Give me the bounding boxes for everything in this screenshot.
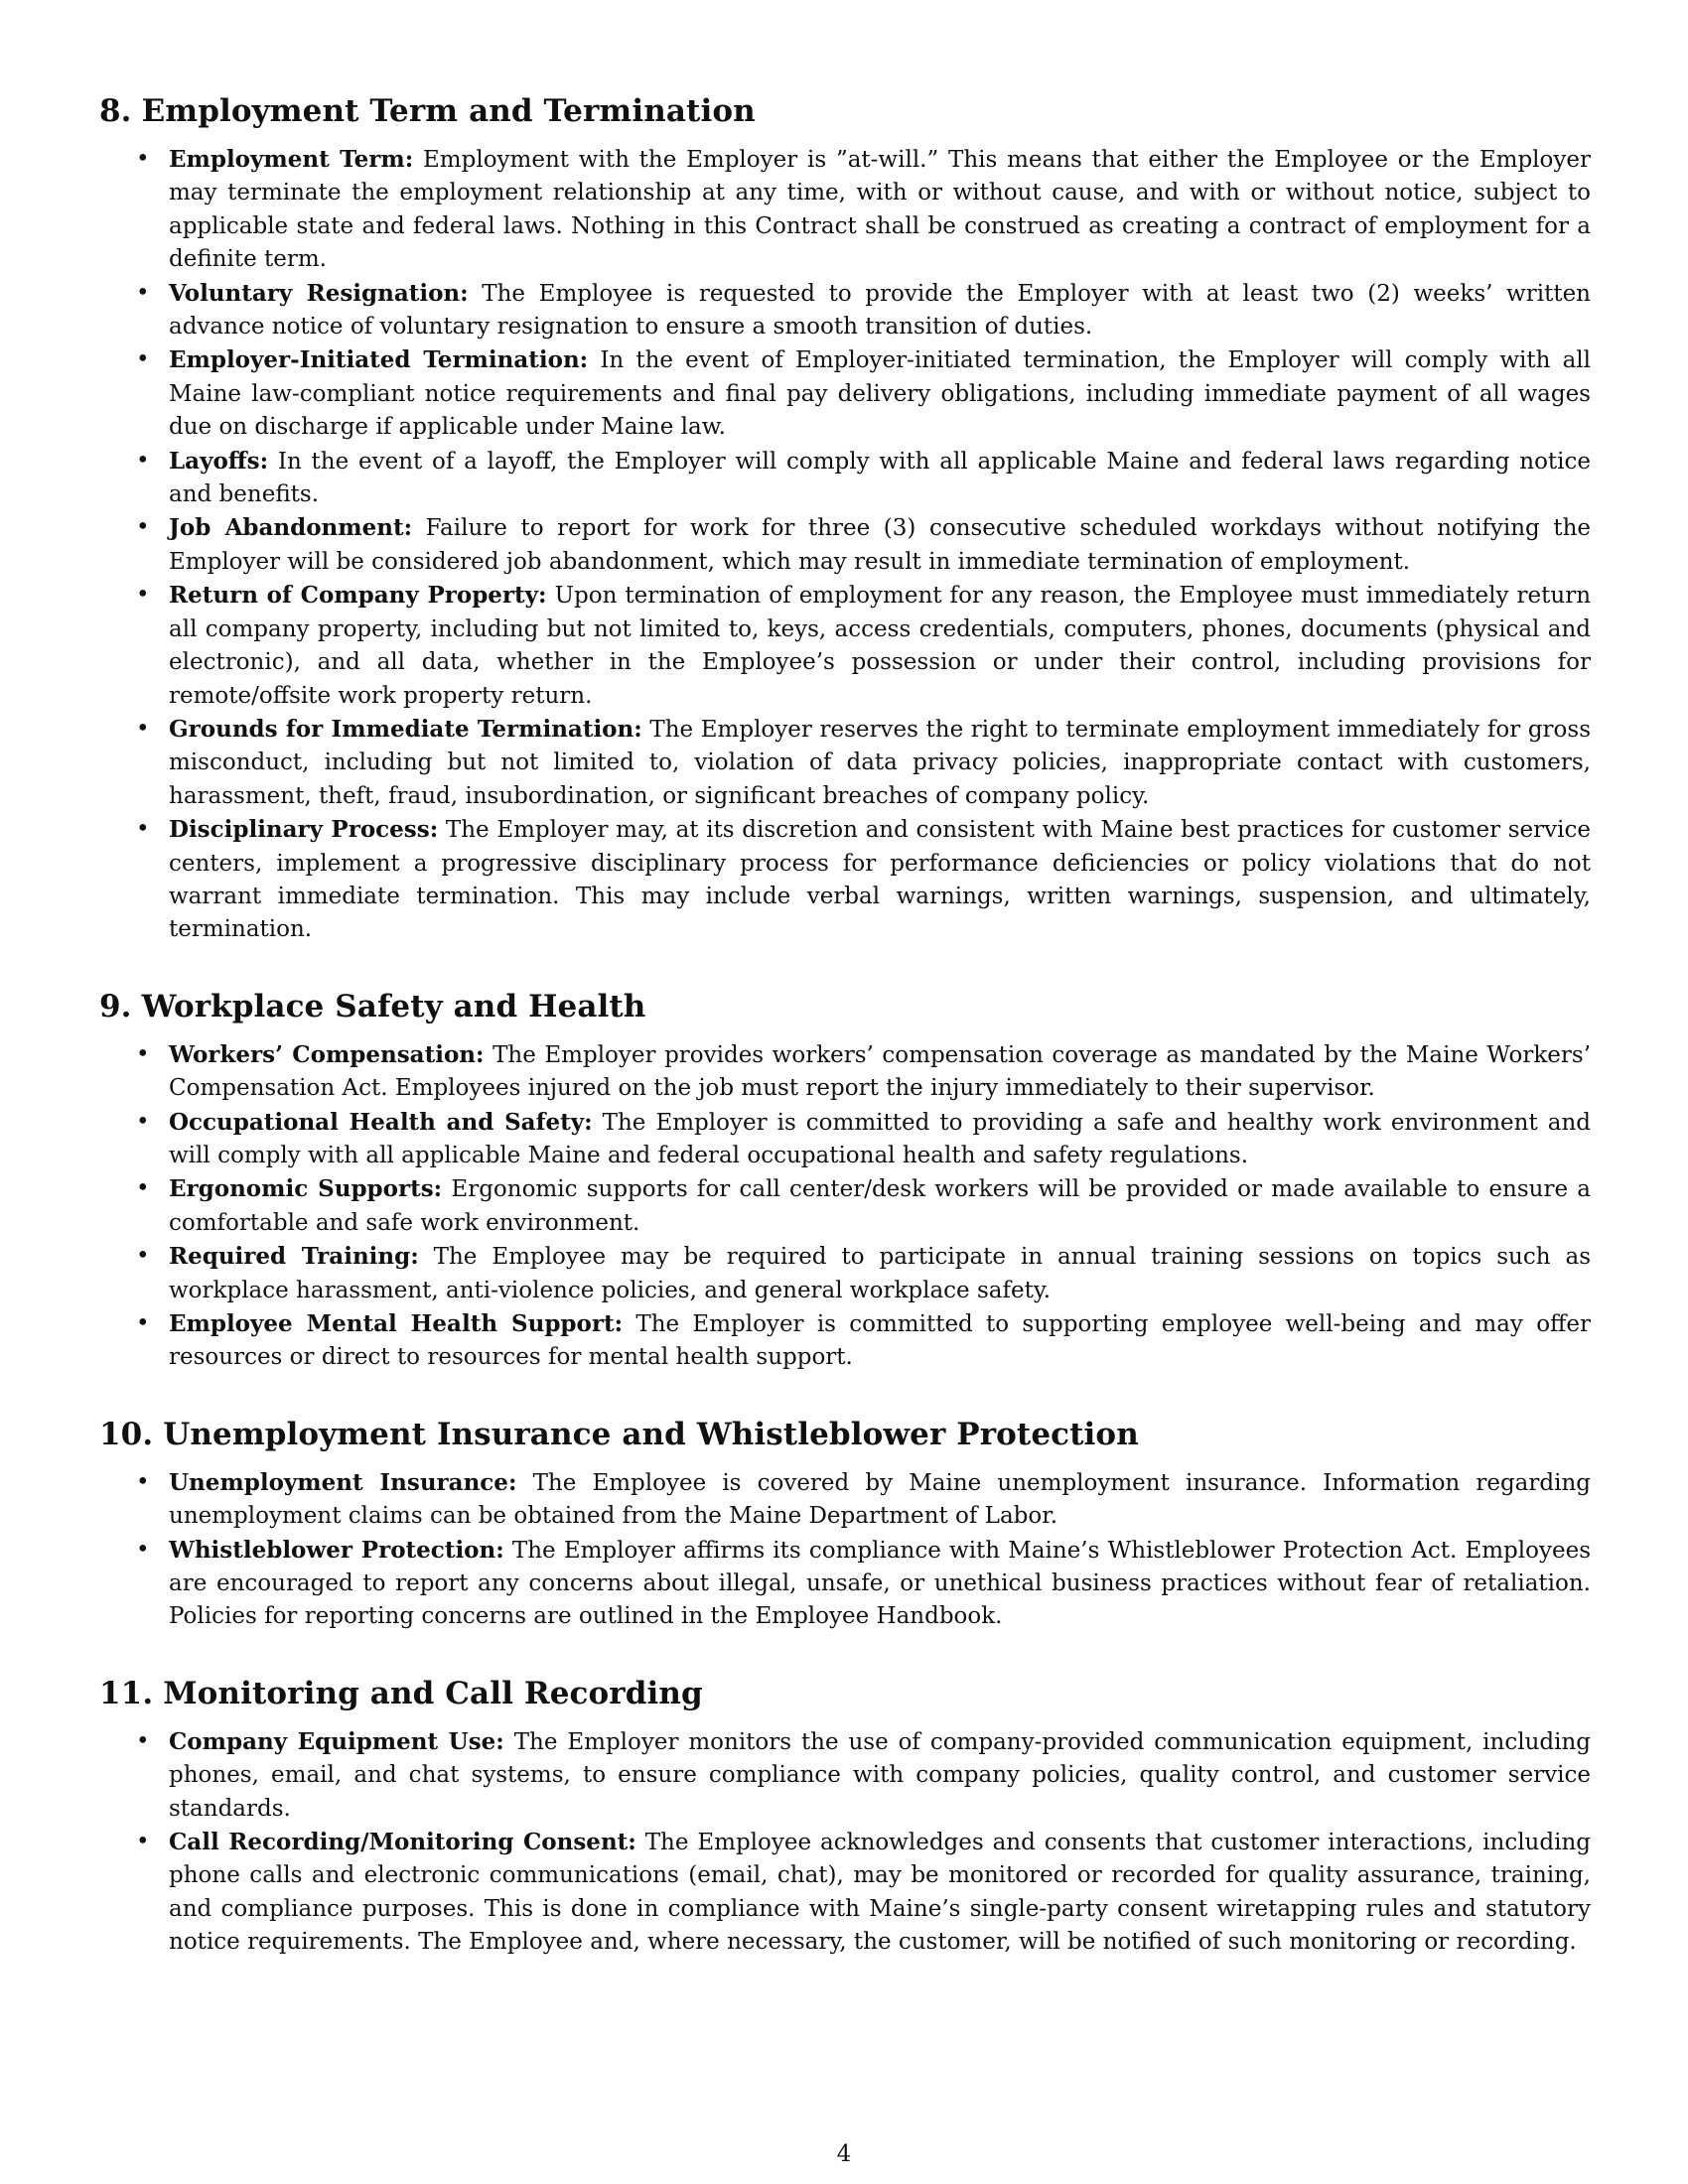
item-text: In the event of Employer-initiated termination, the Employer will comply with all Maine law-compliant notice requirements and final pay delivery obligations, including immediate payment of all wages due on discharge if applicable under Maine law. <box>169 347 1592 441</box>
item-term: Workers’ Compensation: <box>169 1040 485 1068</box>
section-heading <box>99 91 1591 131</box>
bullet-icon: • <box>136 582 150 609</box>
item-term: Layoffs: <box>169 447 269 475</box>
list-item <box>99 343 1591 444</box>
list-item <box>99 1240 1591 1307</box>
bullet-icon: • <box>136 816 150 843</box>
item-text: The Employer affirms its compliance with Maine’s Whistleblower Protection Act. Employees are encouraged to report any concerns about illegal, unsafe, or unethical business practices without fear of retaliation. Policies for reporting concerns are outlined in the Employee Handbook. <box>169 1537 1592 1630</box>
item-term: Return of Company Property: <box>169 582 547 610</box>
item-term: Voluntary Resignation: <box>169 279 469 307</box>
item-text: The Employee is covered by Maine unemployment insurance. Information regarding unemployment claims can be obtained from the Maine Department of Labor. <box>169 1469 1591 1530</box>
bullet-icon: • <box>136 279 150 306</box>
section-number: 10. <box>99 1416 154 1452</box>
list-item <box>99 1172 1591 1240</box>
item-term: Disciplinary Process: <box>169 816 439 844</box>
section-heading <box>99 1415 1591 1454</box>
section-title: Workplace Safety and Health <box>141 988 646 1024</box>
item-term: Required Training: <box>169 1243 419 1271</box>
item-text: The Employee acknowledges and consents that customer interactions, including phone calls and electronic communications (email, chat), may be monitored or recorded for quality assurance, training, and compliance purposes. This is done in compliance with Maine’s single-party consent wiretapping rules and statutory notice requirements. The Employee and, where necessary, the customer, will be notified of such monitoring or recording. <box>169 1830 1591 1956</box>
item-text: Employment with the Employer is ”at-will.” This means that either the Employee or the Employer may terminate the employment relationship at any time, with or without cause, and with or without notice, subject to applicable state and federal laws. Nothing in this Contract shall be construed as creating a contract of employment for a definite term. <box>169 147 1591 273</box>
bullet-list <box>99 143 1591 947</box>
item-text: The Employer is committed to providing a safe and healthy work environment and will comply with all applicable Maine and federal occupational health and safety regulations. <box>169 1109 1592 1168</box>
list-item <box>99 1826 1591 1960</box>
bullet-list <box>99 1038 1591 1375</box>
item-text: The Employer monitors the use of company-provided communication equipment, including phones, email, and chat systems, to ensure compliance with company policies, quality control, and customer service standards. <box>169 1728 1592 1822</box>
section-10 <box>99 1415 1591 1634</box>
bullet-icon: • <box>136 1536 150 1563</box>
list-item <box>99 713 1591 813</box>
item-text: The Employer is committed to supporting employee well-being and may offer resources or direct to resources for mental health support. <box>169 1311 1591 1371</box>
document-page <box>99 91 1591 1999</box>
list-item <box>99 1106 1591 1173</box>
bullet-list <box>99 1466 1591 1634</box>
bullet-icon: • <box>136 514 150 541</box>
item-text: In the event of a layoff, the Employer will comply with all applicable Maine and federal laws regarding notice and benefits. <box>169 448 1592 508</box>
item-term: Unemployment Insurance: <box>169 1468 517 1496</box>
section-8 <box>99 91 1591 947</box>
list-item <box>99 277 1591 344</box>
item-text: The Employee may be required to participate in annual training sessions on topics such as workplace harassment, anti-violence policies, and general workplace safety. <box>169 1244 1592 1303</box>
bullet-icon: • <box>136 346 150 373</box>
item-text: Upon termination of employment for any reason, the Employee must immediately return all company property, including but not limited to, keys, access credentials, computers, phones, documents (physical and electronic), and all data, whether in the Employee’s possession or under their control, including provisions for remote/offsite work property return. <box>169 583 1592 709</box>
bullet-icon: • <box>136 447 150 474</box>
list-item <box>99 1534 1591 1634</box>
item-text: Ergonomic supports for call center/desk workers will be provided or made available to ensure a comfortable and safe work environment. <box>169 1176 1592 1236</box>
bullet-icon: • <box>136 715 150 742</box>
section-title: Unemployment Insurance and Whistleblower Protection <box>163 1416 1139 1452</box>
bullet-icon: • <box>136 1468 150 1495</box>
item-term: Call Recording/Monitoring Consent: <box>169 1829 636 1856</box>
list-item <box>99 813 1591 947</box>
bullet-icon: • <box>136 1727 150 1754</box>
section-number: 9. <box>99 988 132 1024</box>
item-term: Job Abandonment: <box>169 514 413 542</box>
section-number: 8. <box>99 93 132 129</box>
bullet-icon: • <box>136 146 150 172</box>
bullet-icon: • <box>136 1243 150 1270</box>
section-title: Employment Term and Termination <box>141 93 756 129</box>
list-item <box>99 1466 1591 1534</box>
bullet-icon: • <box>136 1175 150 1202</box>
section-heading <box>99 987 1591 1026</box>
item-term: Occupational Health and Safety: <box>169 1108 593 1136</box>
item-term: Grounds for Immediate Termination: <box>169 715 642 743</box>
section-11 <box>99 1674 1591 1960</box>
list-item <box>99 511 1591 579</box>
item-text: The Employer provides workers’ compensation coverage as mandated by the Maine Workers’ Compensation Act. Employees injured on the job must report the injury immediately to their supervisor. <box>169 1041 1591 1102</box>
item-term: Company Equipment Use: <box>169 1727 504 1755</box>
item-term: Employee Mental Health Support: <box>169 1310 624 1337</box>
bullet-icon: • <box>136 1829 150 1855</box>
list-item <box>99 579 1591 713</box>
list-item <box>99 1725 1591 1826</box>
list-item <box>99 1307 1591 1375</box>
item-text: Failure to report for work for three (3) consecutive scheduled workdays without notifying the Employer will be considered job abandonment, which may result in immediate termination of employment. <box>169 515 1592 575</box>
section-number: 11. <box>99 1675 154 1711</box>
bullet-list <box>99 1725 1591 1960</box>
list-item <box>99 445 1591 512</box>
section-heading <box>99 1674 1591 1713</box>
bullet-icon: • <box>136 1108 150 1135</box>
item-term: Ergonomic Supports: <box>169 1175 443 1203</box>
bullet-icon: • <box>136 1040 150 1067</box>
item-term: Whistleblower Protection: <box>169 1536 504 1564</box>
item-text: The Employee is requested to provide the Employer with at least two (2) weeks’ written advance notice of voluntary resignation to ensure a smooth transition of duties. <box>169 280 1591 341</box>
section-title: Monitoring and Call Recording <box>163 1675 703 1711</box>
section-9 <box>99 987 1591 1375</box>
item-text: The Employer may, at its discretion and consistent with Maine best practices for customer service centers, implement a progressive disciplinary process for performance deficiencies or policy violations that do not warrant immediate termination. This may include verbal warnings, written warnings, suspension, and ultimately, termination. <box>169 817 1592 943</box>
list-item <box>99 1038 1591 1106</box>
list-item <box>99 143 1591 277</box>
bullet-icon: • <box>136 1310 150 1336</box>
page-number: 4 <box>836 2141 852 2167</box>
item-term: Employment Term: <box>169 146 414 173</box>
item-text: The Employer reserves the right to terminate employment immediately for gross misconduct, including but not limited to, violation of data privacy policies, inappropriate contact with customers, harassment, theft, fraud, insubordination, or significant breaches of company policy. <box>169 716 1592 809</box>
item-term: Employer-Initiated Termination: <box>169 346 589 374</box>
